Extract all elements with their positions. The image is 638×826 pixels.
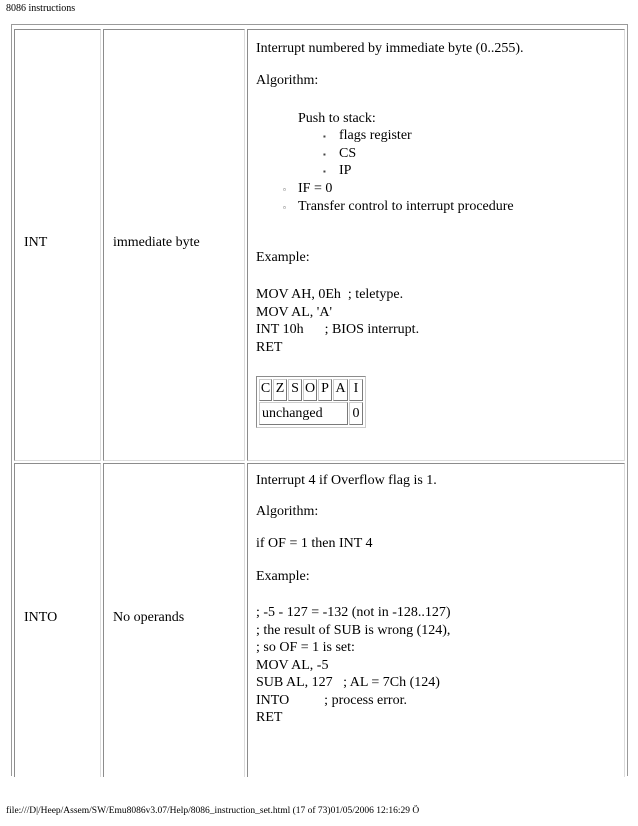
flag-header-a: A <box>333 379 348 401</box>
page-footer-url: file:///D|/Heep/Assem/SW/Emu8086v3.07/Help/8086_instruction_set.html (17 of 73)01/05/2006 12:16:29 Ö <box>6 806 420 816</box>
flags-table <box>256 376 366 428</box>
square-bullet-icon: ▪ <box>323 150 326 159</box>
flag-header-o: O <box>303 379 317 401</box>
push-label: Push to stack: <box>298 111 376 126</box>
page-header: 8086 instructions <box>6 3 76 14</box>
flag-value-unchanged: unchanged <box>259 402 348 425</box>
algorithm-step: IF = 0 <box>298 181 333 196</box>
code-line: MOV AH, 0Eh ; teletype. <box>256 287 404 302</box>
example-label: Example: <box>256 569 310 584</box>
push-item: flags register <box>339 128 412 143</box>
mnemonic: INT <box>24 235 48 250</box>
operands: immediate byte <box>113 235 200 250</box>
code-line: ; -5 - 127 = -132 (not in -128..127) <box>256 605 451 620</box>
bullet-icon: ▫ <box>283 185 286 194</box>
flag-header-p: P <box>318 379 332 401</box>
flag-header-s: S <box>288 379 302 401</box>
description: Interrupt 4 if Overflow flag is 1. <box>256 473 437 488</box>
square-bullet-icon: ▪ <box>323 132 326 141</box>
algorithm-step: if OF = 1 then INT 4 <box>256 536 373 551</box>
code-line: MOV AL, -5 <box>256 657 329 673</box>
mnemonic: INTO <box>24 610 58 625</box>
push-item: CS <box>339 146 357 161</box>
description: Interrupt numbered by immediate byte (0..255). <box>256 41 524 56</box>
flag-header-c: C <box>259 379 272 401</box>
algorithm-label: Algorithm: <box>256 73 319 88</box>
algorithm-step: Transfer control to interrupt procedure <box>298 199 514 214</box>
push-item: IP <box>339 163 352 178</box>
bullet-icon: ▫ <box>283 203 286 212</box>
flag-value-i: 0 <box>349 402 363 425</box>
code-line: RET <box>256 339 283 355</box>
code-line: INTO ; process error. <box>256 692 407 708</box>
operands: No operands <box>113 610 185 625</box>
code-line: INT 10h ; BIOS interrupt. <box>256 322 420 337</box>
square-bullet-icon: ▪ <box>323 167 326 176</box>
code-line: RET <box>256 710 283 725</box>
code-line: ; the result of SUB is wrong (124), <box>256 622 451 638</box>
code-line: ; so OF = 1 is set: <box>256 640 355 655</box>
code-line: MOV AL, 'A' <box>256 304 332 320</box>
flag-header-z: Z <box>273 379 287 401</box>
code-line: SUB AL, 127 ; AL = 7Ch (124) <box>256 675 440 690</box>
algorithm-label: Algorithm: <box>256 504 319 519</box>
example-label: Example: <box>256 250 310 265</box>
flag-header-i: I <box>349 379 363 401</box>
